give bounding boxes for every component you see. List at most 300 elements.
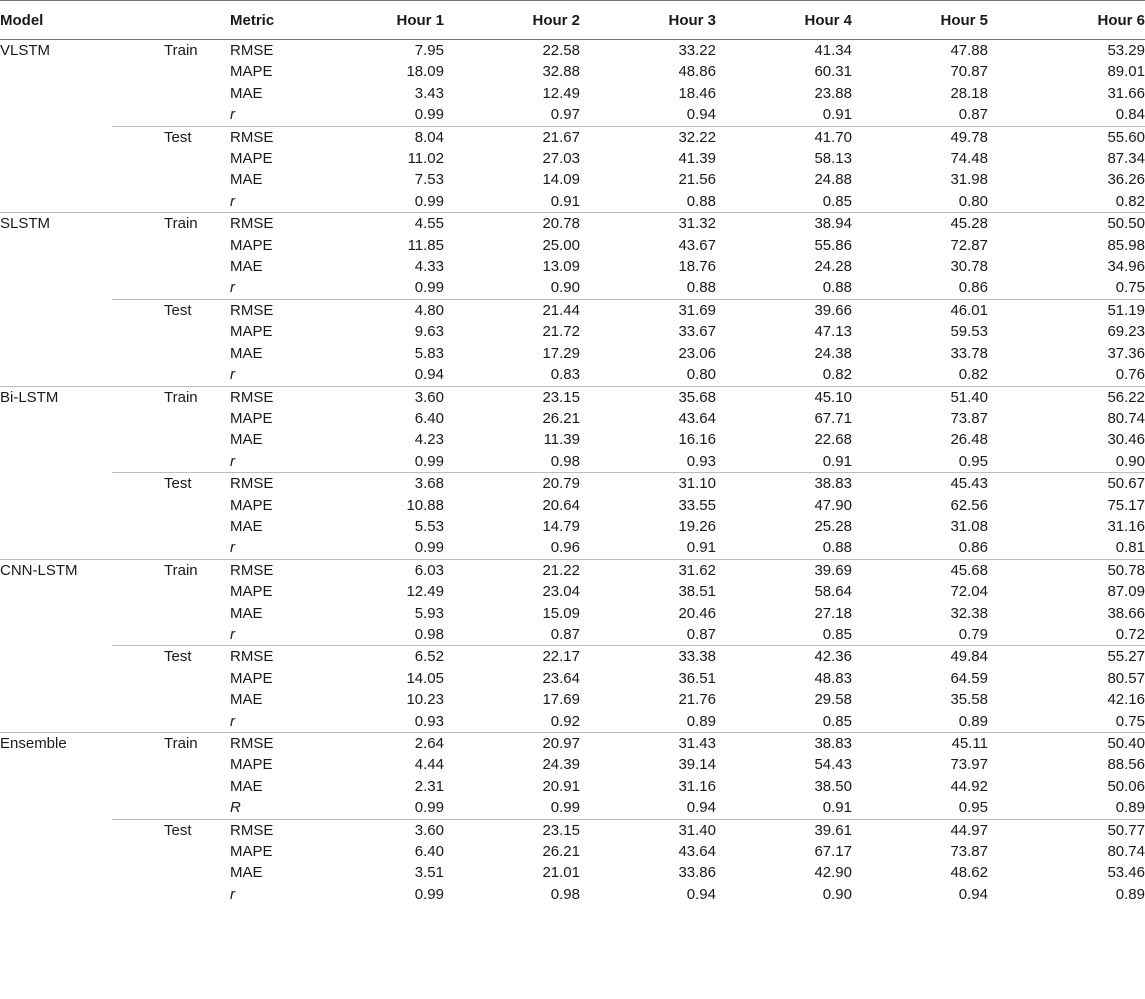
value-cell-hour-5: 0.95: [958, 799, 988, 817]
split-cell: Test: [112, 819, 230, 841]
table-row: [0, 213, 1145, 235]
table-row: [0, 516, 1145, 537]
value-cell-hour-3: 48.86: [678, 63, 716, 81]
value-cell-hour-2: 14.79: [542, 517, 580, 535]
value-cell-hour-3: 21.76: [678, 691, 716, 709]
model-name-cell: [0, 797, 112, 819]
value-cell-hour-4: 29.58: [814, 691, 852, 709]
split-cell: [112, 429, 230, 450]
value-cell-hour-1: 0.94: [414, 366, 444, 384]
value-cell-hour-1: 2.64: [330, 733, 466, 755]
model-name-cell: [0, 235, 112, 256]
value-cell-hour-3: 19.26: [678, 517, 716, 535]
value-cell-hour-6: 55.60: [1010, 126, 1145, 148]
model-name-cell: [0, 343, 112, 364]
value-cell-hour-5: 26.48: [950, 431, 988, 449]
value-cell-hour-2: 20.91: [542, 777, 580, 795]
value-cell-hour-2: 22.58: [542, 42, 580, 59]
value-cell-hour-1: 18.09: [406, 63, 444, 81]
value-cell-hour-1: 2.31: [414, 777, 444, 795]
value-cell-hour-6: 31.66: [1107, 84, 1145, 102]
table-row: [0, 495, 1145, 516]
model-name-cell: [0, 711, 112, 733]
metric-cell: MAE: [230, 258, 263, 276]
value-cell-hour-5: 44.97: [874, 819, 1010, 841]
split-cell: Test: [112, 646, 230, 668]
value-cell-hour-6: 0.75: [1115, 712, 1145, 730]
metric-cell: MAE: [230, 604, 263, 622]
value-cell-hour-5: 33.78: [950, 344, 988, 362]
value-cell-hour-4: 42.90: [814, 864, 852, 882]
value-cell-hour-6: 50.06: [1107, 777, 1145, 795]
value-cell-hour-4: 0.88: [822, 539, 852, 557]
split-cell: Test: [112, 473, 230, 495]
split-cell: Train: [112, 386, 230, 408]
split-cell: [112, 624, 230, 646]
value-cell-hour-2: 21.01: [542, 864, 580, 882]
value-cell-hour-3: 31.40: [602, 819, 738, 841]
model-name-cell: [0, 364, 112, 386]
value-cell-hour-4: 0.91: [822, 106, 852, 124]
value-cell-hour-4: 25.28: [814, 517, 852, 535]
value-cell-hour-2: 0.99: [550, 799, 580, 817]
header-hour-2: Hour 2: [466, 1, 602, 40]
table-row: [0, 754, 1145, 775]
value-cell-hour-1: 0.98: [414, 625, 444, 643]
value-cell-hour-5: 74.48: [950, 150, 988, 168]
table-row: [0, 191, 1145, 213]
value-cell-hour-4: 38.94: [738, 213, 874, 235]
model-name-cell: [0, 603, 112, 624]
value-cell-hour-5: 59.53: [950, 323, 988, 341]
value-cell-hour-6: 50.50: [1010, 213, 1145, 235]
table-row: [0, 61, 1145, 82]
value-cell-hour-1: 11.85: [407, 236, 444, 254]
value-cell-hour-3: 33.38: [602, 646, 738, 668]
value-cell-hour-2: 0.98: [550, 885, 580, 903]
value-cell-hour-6: 50.67: [1010, 473, 1145, 495]
split-cell: [112, 451, 230, 473]
model-name-cell: [0, 408, 112, 429]
model-name-cell: [0, 581, 112, 602]
header-split: [112, 1, 230, 40]
metric-cell: r: [230, 192, 235, 210]
value-cell-hour-4: 24.38: [814, 344, 852, 362]
metric-cell: MAPE: [230, 669, 273, 687]
value-cell-hour-1: 7.95: [414, 42, 444, 59]
split-cell: [112, 776, 230, 797]
split-cell: [112, 537, 230, 559]
metric-cell: r: [230, 279, 235, 297]
split-cell: [112, 603, 230, 624]
model-name-cell: [0, 61, 112, 82]
model-name-cell: SLSTM: [0, 213, 112, 235]
metric-cell: R: [230, 799, 241, 817]
value-cell-hour-6: 38.66: [1107, 604, 1145, 622]
value-cell-hour-4: 41.34: [814, 42, 852, 59]
value-cell-hour-4: 0.85: [822, 712, 852, 730]
metric-cell: MAE: [230, 864, 263, 882]
metric-cell: r: [230, 712, 235, 730]
table-row: [0, 624, 1145, 646]
header-hour-3: Hour 3: [602, 1, 738, 40]
value-cell-hour-1: 4.33: [414, 258, 444, 276]
value-cell-hour-4: 27.18: [814, 604, 852, 622]
value-cell-hour-2: 20.64: [542, 496, 580, 514]
value-cell-hour-2: 25.00: [542, 236, 580, 254]
value-cell-hour-3: 32.22: [602, 126, 738, 148]
value-cell-hour-4: 39.66: [738, 299, 874, 321]
model-name-cell: CNN-LSTM: [0, 559, 112, 581]
metric-cell: MAE: [230, 691, 263, 709]
value-cell-hour-1: 4.23: [414, 431, 444, 449]
value-cell-hour-2: 21.22: [466, 559, 602, 581]
value-cell-hour-4: 0.85: [822, 625, 852, 643]
value-cell-hour-3: 18.46: [678, 84, 716, 102]
value-cell-hour-6: 0.81: [1115, 539, 1145, 557]
metric-cell: MAE: [230, 517, 263, 535]
value-cell-hour-3: 0.89: [686, 712, 716, 730]
value-cell-hour-4: 47.90: [814, 496, 852, 514]
value-cell-hour-5: 49.78: [874, 126, 1010, 148]
value-cell-hour-5: 31.08: [950, 517, 988, 535]
value-cell-hour-3: 0.94: [686, 885, 716, 903]
value-cell-hour-2: 0.97: [550, 106, 580, 124]
value-cell-hour-3: 43.67: [678, 236, 716, 254]
split-cell: [112, 256, 230, 277]
metric-cell: r: [230, 366, 235, 384]
value-cell-hour-4: 58.13: [814, 150, 852, 168]
value-cell-hour-1: 5.93: [414, 604, 444, 622]
table-row: [0, 537, 1145, 559]
value-cell-hour-6: 0.82: [1115, 192, 1145, 210]
split-cell: [112, 516, 230, 537]
table-row: [0, 104, 1145, 126]
model-name-cell: [0, 884, 112, 905]
table-row: [0, 321, 1145, 342]
model-name-cell: [0, 83, 112, 104]
split-cell: [112, 235, 230, 256]
value-cell-hour-6: 80.74: [1107, 409, 1145, 427]
value-cell-hour-6: 88.56: [1107, 756, 1145, 774]
table-row: [0, 797, 1145, 819]
value-cell-hour-2: 21.72: [542, 323, 580, 341]
table-row: [0, 235, 1145, 256]
value-cell-hour-1: 6.40: [414, 843, 444, 861]
value-cell-hour-5: 0.82: [958, 366, 988, 384]
value-cell-hour-6: 56.22: [1010, 386, 1145, 408]
value-cell-hour-5: 72.04: [950, 583, 988, 601]
value-cell-hour-1: 6.40: [414, 409, 444, 427]
value-cell-hour-2: 27.03: [542, 150, 580, 168]
metric-cell: RMSE: [230, 126, 330, 148]
metric-cell: r: [230, 885, 235, 903]
value-cell-hour-3: 33.55: [678, 496, 716, 514]
value-cell-hour-2: 26.21: [542, 843, 580, 861]
value-cell-hour-3: 16.16: [678, 431, 716, 449]
value-cell-hour-3: 43.64: [678, 409, 716, 427]
value-cell-hour-6: 0.75: [1115, 279, 1145, 297]
value-cell-hour-1: 12.49: [406, 583, 444, 601]
value-cell-hour-6: 75.17: [1107, 496, 1145, 514]
value-cell-hour-2: 0.87: [550, 625, 580, 643]
value-cell-hour-6: 0.90: [1115, 452, 1145, 470]
split-cell: [112, 408, 230, 429]
table-row: [0, 689, 1145, 710]
value-cell-hour-3: 33.86: [678, 864, 716, 882]
table-row: [0, 343, 1145, 364]
value-cell-hour-1: 3.51: [414, 864, 444, 882]
value-cell-hour-4: 24.28: [814, 258, 852, 276]
value-cell-hour-5: 0.86: [958, 539, 988, 557]
value-cell-hour-3: 20.46: [678, 604, 716, 622]
table-row: [0, 559, 1145, 581]
model-name-cell: [0, 495, 112, 516]
metric-cell: MAE: [230, 777, 263, 795]
split-cell: [112, 61, 230, 82]
value-cell-hour-6: 89.01: [1107, 63, 1145, 81]
table-row: [0, 668, 1145, 689]
value-cell-hour-5: 0.79: [958, 625, 988, 643]
value-cell-hour-4: 55.86: [814, 236, 852, 254]
value-cell-hour-4: 24.88: [814, 171, 852, 189]
value-cell-hour-2: 23.04: [542, 583, 580, 601]
value-cell-hour-3: 36.51: [678, 669, 716, 687]
model-name-cell: [0, 169, 112, 190]
split-cell: Train: [112, 733, 230, 755]
value-cell-hour-4: 23.88: [814, 84, 852, 102]
value-cell-hour-3: 0.94: [686, 799, 716, 817]
value-cell-hour-6: 87.09: [1107, 583, 1145, 601]
metric-cell: RMSE: [230, 819, 330, 841]
value-cell-hour-1: 0.99: [414, 539, 444, 557]
model-name-cell: [0, 754, 112, 775]
split-cell: Test: [112, 299, 230, 321]
metric-cell: RMSE: [230, 733, 330, 755]
value-cell-hour-4: 38.50: [814, 777, 852, 795]
table-row: [0, 169, 1145, 190]
metric-cell: MAPE: [230, 496, 273, 514]
value-cell-hour-5: 44.92: [950, 777, 988, 795]
value-cell-hour-6: 55.27: [1010, 646, 1145, 668]
value-cell-hour-2: 22.17: [466, 646, 602, 668]
table-row: [0, 711, 1145, 733]
value-cell-hour-2: 0.90: [550, 279, 580, 297]
value-cell-hour-5: 45.43: [874, 473, 1010, 495]
value-cell-hour-4: 0.82: [822, 366, 852, 384]
value-cell-hour-6: 37.36: [1107, 344, 1145, 362]
metric-cell: RMSE: [230, 299, 330, 321]
value-cell-hour-2: 23.15: [466, 819, 602, 841]
table-row: [0, 776, 1145, 797]
model-name-cell: VLSTM: [0, 42, 51, 59]
value-cell-hour-4: 38.83: [738, 733, 874, 755]
value-cell-hour-6: 53.46: [1107, 864, 1145, 882]
header-model: Model: [0, 1, 112, 40]
value-cell-hour-5: 73.87: [950, 409, 988, 427]
table-row: [0, 277, 1145, 299]
value-cell-hour-4: 67.71: [814, 409, 852, 427]
value-cell-hour-1: 6.52: [330, 646, 466, 668]
model-name-cell: Ensemble: [0, 733, 112, 755]
value-cell-hour-1: 7.53: [414, 171, 444, 189]
value-cell-hour-1: 0.99: [414, 452, 444, 470]
split-cell: [112, 711, 230, 733]
metric-cell: MAPE: [230, 63, 273, 81]
value-cell-hour-4: 0.88: [822, 279, 852, 297]
value-cell-hour-5: 30.78: [950, 258, 988, 276]
metric-cell: r: [230, 539, 235, 557]
value-cell-hour-2: 17.69: [542, 691, 580, 709]
split-cell: [112, 884, 230, 905]
split-cell: [112, 689, 230, 710]
model-name-cell: [0, 819, 112, 841]
model-name-cell: [0, 473, 112, 495]
table-row: [0, 408, 1145, 429]
model-name-cell: [0, 516, 112, 537]
header-row: [0, 1, 1145, 40]
value-cell-hour-2: 21.44: [466, 299, 602, 321]
metric-cell: MAPE: [230, 843, 273, 861]
value-cell-hour-1: 9.63: [414, 323, 444, 341]
value-cell-hour-3: 33.67: [678, 323, 716, 341]
metric-cell: r: [230, 625, 235, 643]
value-cell-hour-5: 62.56: [950, 496, 988, 514]
value-cell-hour-4: 48.83: [814, 669, 852, 687]
value-cell-hour-5: 64.59: [950, 669, 988, 687]
header-hour-1: Hour 1: [330, 1, 466, 40]
value-cell-hour-4: 67.17: [814, 843, 852, 861]
value-cell-hour-3: 41.39: [678, 150, 716, 168]
value-cell-hour-3: 35.68: [602, 386, 738, 408]
split-cell: Train: [112, 213, 230, 235]
model-name-cell: [0, 256, 112, 277]
table-row: [0, 581, 1145, 602]
value-cell-hour-2: 17.29: [542, 344, 580, 362]
value-cell-hour-1: 5.83: [414, 344, 444, 362]
value-cell-hour-3: 31.43: [602, 733, 738, 755]
value-cell-hour-5: 48.62: [950, 864, 988, 882]
value-cell-hour-6: 0.72: [1115, 625, 1145, 643]
value-cell-hour-5: 0.89: [958, 712, 988, 730]
table-row: [0, 299, 1145, 321]
value-cell-hour-1: 0.93: [414, 712, 444, 730]
value-cell-hour-1: 10.88: [406, 496, 444, 514]
metric-cell: MAPE: [230, 756, 273, 774]
model-name-cell: Bi-LSTM: [0, 386, 112, 408]
value-cell-hour-6: 31.16: [1107, 517, 1145, 535]
value-cell-hour-2: 13.09: [542, 258, 580, 276]
table-row: [0, 841, 1145, 862]
value-cell-hour-4: 39.69: [738, 559, 874, 581]
value-cell-hour-1: 0.99: [414, 279, 444, 297]
split-cell: [112, 277, 230, 299]
value-cell-hour-5: 49.84: [874, 646, 1010, 668]
split-cell: [112, 104, 230, 126]
value-cell-hour-6: 51.19: [1010, 299, 1145, 321]
metric-cell: MAPE: [230, 323, 273, 341]
table-row: [0, 386, 1145, 408]
value-cell-hour-3: 39.14: [678, 756, 716, 774]
value-cell-hour-4: 0.91: [822, 799, 852, 817]
value-cell-hour-6: 42.16: [1107, 691, 1145, 709]
metric-cell: MAPE: [230, 583, 273, 601]
value-cell-hour-3: 31.10: [602, 473, 738, 495]
value-cell-hour-4: 0.91: [822, 452, 852, 470]
value-cell-hour-5: 45.68: [874, 559, 1010, 581]
value-cell-hour-4: 60.31: [814, 63, 852, 81]
model-name-cell: [0, 277, 112, 299]
value-cell-hour-2: 20.97: [466, 733, 602, 755]
value-cell-hour-2: 20.79: [466, 473, 602, 495]
value-cell-hour-2: 0.92: [550, 712, 580, 730]
split-cell: [112, 581, 230, 602]
value-cell-hour-1: 11.02: [407, 150, 444, 168]
split-cell: [112, 169, 230, 190]
value-cell-hour-6: 85.98: [1107, 236, 1145, 254]
table-row: [0, 646, 1145, 668]
model-name-cell: [0, 299, 112, 321]
metric-cell: RMSE: [230, 213, 330, 235]
value-cell-hour-5: 70.87: [950, 63, 988, 81]
model-name-cell: [0, 776, 112, 797]
value-cell-hour-1: 14.05: [406, 669, 444, 687]
metric-cell: MAPE: [230, 236, 273, 254]
value-cell-hour-6: 80.57: [1107, 669, 1145, 687]
value-cell-hour-6: 0.84: [1115, 106, 1145, 124]
value-cell-hour-2: 20.78: [466, 213, 602, 235]
value-cell-hour-6: 80.74: [1107, 843, 1145, 861]
value-cell-hour-5: 46.01: [874, 299, 1010, 321]
split-cell: [112, 148, 230, 169]
value-cell-hour-1: 3.60: [330, 819, 466, 841]
value-cell-hour-2: 15.09: [542, 604, 580, 622]
table-row: [0, 429, 1145, 450]
split-cell: [112, 364, 230, 386]
value-cell-hour-6: 0.89: [1115, 885, 1145, 903]
metric-cell: r: [230, 106, 235, 124]
table-row: [0, 40, 1145, 62]
value-cell-hour-5: 72.87: [950, 236, 988, 254]
value-cell-hour-1: 4.80: [330, 299, 466, 321]
value-cell-hour-2: 21.67: [466, 126, 602, 148]
value-cell-hour-1: 4.44: [414, 756, 444, 774]
split-cell: [112, 321, 230, 342]
value-cell-hour-3: 0.88: [686, 192, 716, 210]
model-name-cell: [0, 537, 112, 559]
value-cell-hour-1: 4.55: [330, 213, 466, 235]
split-cell: [112, 862, 230, 883]
table-row: [0, 364, 1145, 386]
value-cell-hour-4: 38.83: [738, 473, 874, 495]
model-name-cell: [0, 321, 112, 342]
value-cell-hour-4: 47.13: [814, 323, 852, 341]
value-cell-hour-1: 3.68: [330, 473, 466, 495]
value-cell-hour-5: 73.87: [950, 843, 988, 861]
model-name-cell: [0, 624, 112, 646]
value-cell-hour-3: 0.93: [686, 452, 716, 470]
table-row: [0, 733, 1145, 755]
value-cell-hour-3: 0.91: [686, 539, 716, 557]
split-cell: [112, 495, 230, 516]
value-cell-hour-5: 0.80: [958, 192, 988, 210]
value-cell-hour-3: 0.87: [686, 625, 716, 643]
table-row: [0, 819, 1145, 841]
metric-cell: RMSE: [230, 559, 330, 581]
value-cell-hour-3: 43.64: [678, 843, 716, 861]
value-cell-hour-2: 0.98: [550, 452, 580, 470]
value-cell-hour-2: 0.96: [550, 539, 580, 557]
